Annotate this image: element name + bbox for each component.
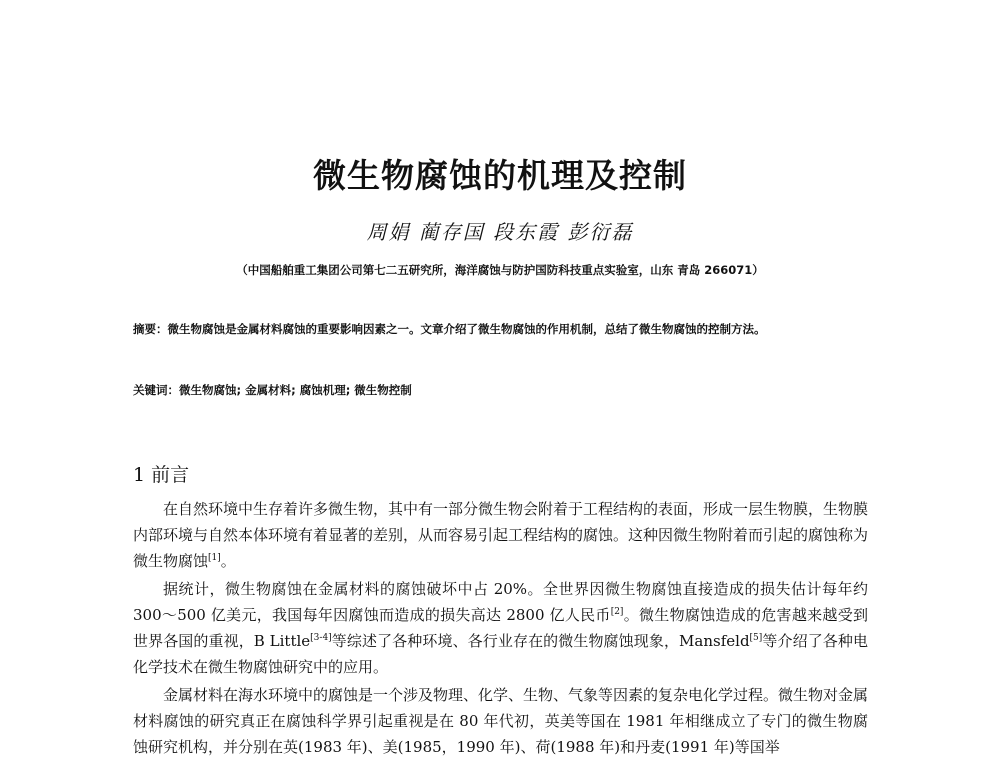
abstract-label: 摘要：: [133, 322, 168, 336]
abstract-text: 微生物腐蚀是金属材料腐蚀的重要影响因素之一。文章介绍了微生物腐蚀的作用机制，总结了微生物腐蚀的控制方法。: [167, 322, 766, 336]
citation-ref: [5]: [749, 633, 763, 643]
paragraph-2-text-d: 等介绍了各种电化学技术在微生物腐蚀研究中的应用。: [133, 632, 868, 676]
paper-title: 微生物腐蚀的机理及控制: [313, 156, 687, 195]
keywords-label: 关键词：: [133, 383, 179, 397]
citation-ref: [1]: [208, 553, 221, 563]
paragraph-3-text: 金属材料在海水环境中的腐蚀是一个涉及物理、化学、生物、气象等因素的复杂电化学过程。微生物对金属材料腐蚀的研究真正在腐蚀科学界引起重视是在 80 年代初，英美等国在 1981 年相继成立了专门的微生物腐蚀研究机构，并分别在英(1983 年)、美(1985，1990 年)、荷(1988 年)和丹麦(1991 年)等国举: [133, 686, 869, 756]
paragraph-3: [133, 682, 868, 760]
paragraph-1-text: 在自然环境中生存着许多微生物，其中有一部分微生物会附着于工程结构的表面，形成一层生物膜，生物膜内部环境与自然本体环境有着显著的差别，从而容易引起工程结构的腐蚀。这种因微生物附着而引起的腐蚀称为微生物腐蚀: [133, 500, 869, 570]
paper-affiliation: （中国船舶重工集团公司第七二五研究所，海洋腐蚀与防护国防科技重点实验室，山东 青岛 266071）: [236, 263, 764, 277]
paper-authors: 周娟 蔺存国 段东霞 彭衍磊: [366, 220, 634, 244]
paragraph-1: [133, 496, 868, 574]
paragraph-2-text-b: 。微生物腐蚀造成的危害越来越受到世界各国的重视，B Little: [133, 606, 868, 650]
paragraph-2-text-c: 等综述了各种环境、各行业存在的微生物腐蚀现象，Mansfeld: [331, 632, 750, 650]
body-text: [133, 496, 868, 762]
abstract: [133, 314, 871, 344]
paragraph-1-end: 。: [220, 552, 236, 570]
citation-ref: [3-4]: [310, 633, 332, 643]
citation-ref: [2]: [610, 607, 624, 617]
keywords-text: 微生物腐蚀; 金属材料; 腐蚀机理; 微生物控制: [179, 383, 412, 397]
keywords: [133, 382, 871, 398]
paragraph-2: [133, 576, 868, 680]
section-heading: 1 前言: [133, 464, 190, 486]
paragraph-2-text-a: 据统计，微生物腐蚀在金属材料的腐蚀破坏中占 20%。全世界因微生物腐蚀直接造成的损失估计每年约 300～500 亿美元，我国每年因腐蚀而造成的损失高达 2800 亿人民币: [133, 580, 868, 624]
